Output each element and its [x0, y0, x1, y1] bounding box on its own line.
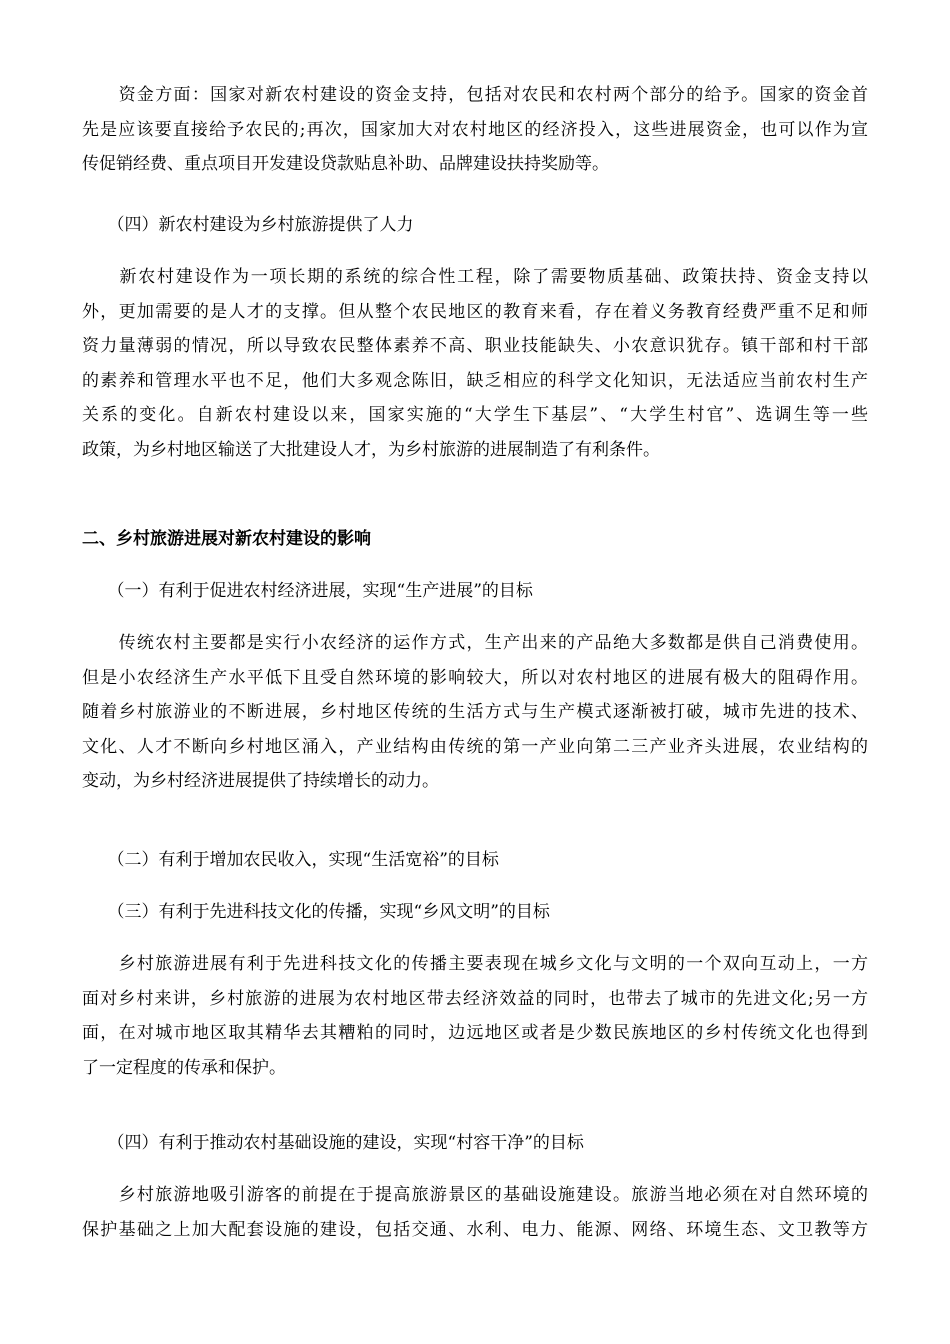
text-line: 面，在对城市地区取其精华去其糟粕的同时，边远地区或者是少数民族地区的乡村传统文化也得到 [82, 1023, 868, 1043]
text-line: 关系的变化。自新农村建设以来，国家实施的“大学生下基层”、“大学生村官”、选调生等一些 [82, 405, 868, 425]
text-line: 乡村旅游进展有利于先进科技文化的传播主要表现在城乡文化与文明的一个双向互动上，一方 [82, 954, 868, 974]
text-line: 传统农村主要都是实行小农经济的运作方式，生产出来的产品绝大多数都是供自己消费使用。 [82, 633, 868, 653]
text-line: （三）有利于先进科技文化的传播，实现“乡风文明”的目标 [82, 902, 550, 922]
text-line: （二）有利于增加农民收入，实现“生活宽裕”的目标 [82, 850, 499, 870]
text-line: 保护基础之上加大配套设施的建设，包括交通、水利、电力、能源、网络、环境生态、文卫教等方 [82, 1219, 868, 1240]
text-line: 先是应该要直接给予农民的;再次，国家加大对农村地区的经济投入，这些进展资金，也可以作为宣 [82, 119, 868, 140]
text-line: 随着乡村旅游业的不断进展，乡村地区传统的生活方式与生产模式逐渐被打破，城市先进的技术、 [82, 702, 868, 722]
text-line: 二、乡村旅游进展对新农村建设的影响 [82, 529, 371, 549]
text-line: 面对乡村来讲，乡村旅游的进展为农村地区带去经济效益的同时，也带去了城市的先进文化;另一方 [82, 988, 868, 1009]
subheading-manpower [82, 208, 868, 243]
text-line: 的素养和管理水平也不足，他们大多观念陈旧，缺乏相应的科学文化知识，无法适应当前农村生产 [82, 370, 868, 391]
text-line: 乡村旅游地吸引游客的前提在于提高旅游景区的基础设施建设。旅游当地必须在对自然环境的 [82, 1185, 868, 1205]
paragraph-culture [82, 947, 868, 1085]
text-line: （四）新农村建设为乡村旅游提供了人力 [82, 215, 414, 235]
subheading-economy [82, 574, 868, 609]
section-title [82, 522, 868, 557]
text-line: 政策，为乡村地区输送了大批建设人才，为乡村旅游的进展制造了有利条件。 [82, 439, 660, 460]
paragraph-funding [82, 78, 868, 182]
text-line: （四）有利于推动农村基础设施的建设，实现“村容干净”的目标 [82, 1133, 584, 1153]
text-line: 变动，为乡村经济进展提供了持续增长的动力。 [82, 771, 439, 791]
text-line: 外，更加需要的是人才的支撑。但从整个农民地区的教育来看，存在着义务教育经费严重不足和师 [82, 301, 868, 322]
text-line: 传促销经费、重点项目开发建设贷款贴息补助、品牌建设扶持奖励等。 [82, 154, 609, 174]
text-line: 了一定程度的传承和保护。 [82, 1057, 286, 1078]
text-line: 资力量薄弱的情况，所以导致农民整体素养不高、职业技能缺失、小农意识犹存。镇干部和村干部 [82, 336, 868, 356]
subheading-culture [82, 895, 868, 930]
text-line: 但是小农经济生产水平低下且受自然环境的影响较大，所以对农村地区的进展有极大的阻碍作用。 [82, 667, 868, 688]
paragraph-manpower [82, 260, 868, 467]
text-line: （一）有利于促进农村经济进展，实现“生产进展”的目标 [82, 581, 533, 601]
text-line: 新农村建设作为一项长期的系统的综合性工程，除了需要物质基础、政策扶持、资金支持以 [82, 267, 868, 287]
paragraph-economy [82, 626, 868, 799]
text-line: 资金方面：国家对新农村建设的资金支持，包括对农民和农村两个部分的给予。国家的资金首 [82, 85, 868, 105]
paragraph-infrastructure [82, 1178, 868, 1247]
subheading-infrastructure [82, 1126, 868, 1161]
subheading-income [82, 843, 868, 878]
text-line: 文化、人才不断向乡村地区涌入，产业结构由传统的第一产业向第二三产业齐头进展，农业结构的 [82, 736, 868, 757]
